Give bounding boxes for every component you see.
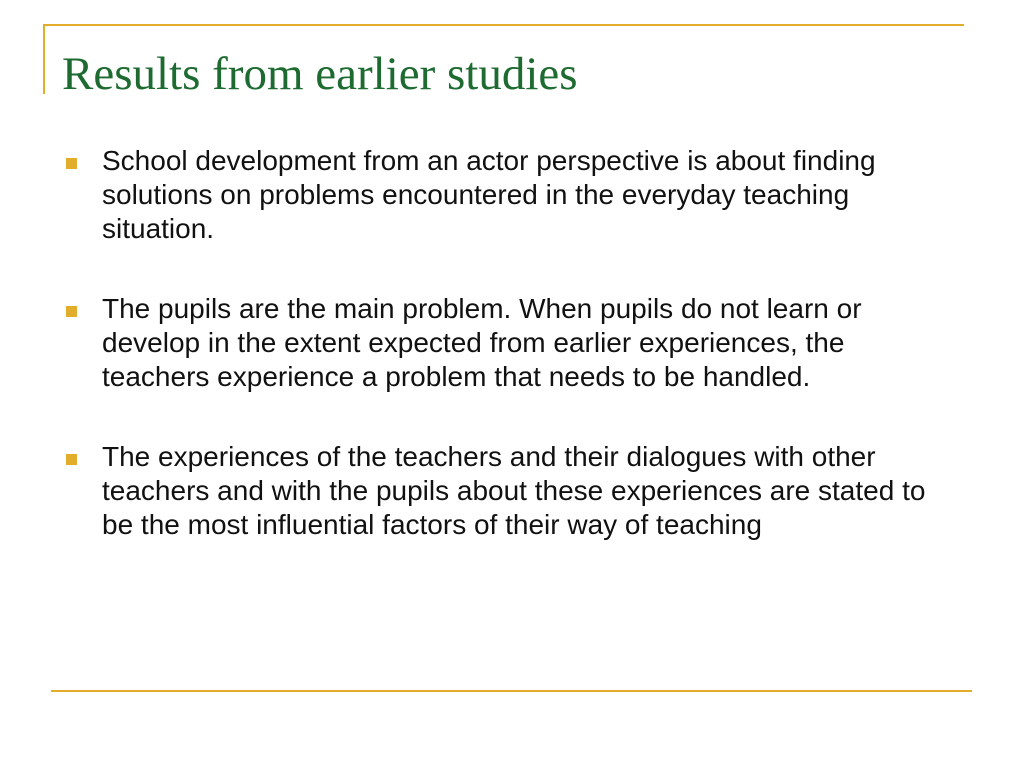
bullet-text: The experiences of the teachers and their dialogues with other teachers and with the pupils about these experiences are stated to be the most influential factors of their way of teaching (102, 441, 926, 540)
bullet-item (66, 144, 956, 246)
left-accent-line (43, 24, 45, 94)
square-bullet-icon (66, 158, 77, 169)
slide-title: Results from earlier studies (62, 48, 578, 100)
bullet-item (66, 292, 956, 394)
bullet-item (66, 440, 956, 542)
square-bullet-icon (66, 454, 77, 465)
bullet-list (66, 144, 956, 588)
bullet-text: School development from an actor perspective is about finding solutions on problems encountered in the everyday teaching situation. (102, 145, 876, 244)
square-bullet-icon (66, 306, 77, 317)
bottom-divider-line (51, 690, 972, 692)
top-divider-line (43, 24, 964, 26)
bullet-text: The pupils are the main problem. When pupils do not learn or develop in the extent expected from earlier experiences, the teachers experience a problem that needs to be handled. (102, 293, 862, 392)
